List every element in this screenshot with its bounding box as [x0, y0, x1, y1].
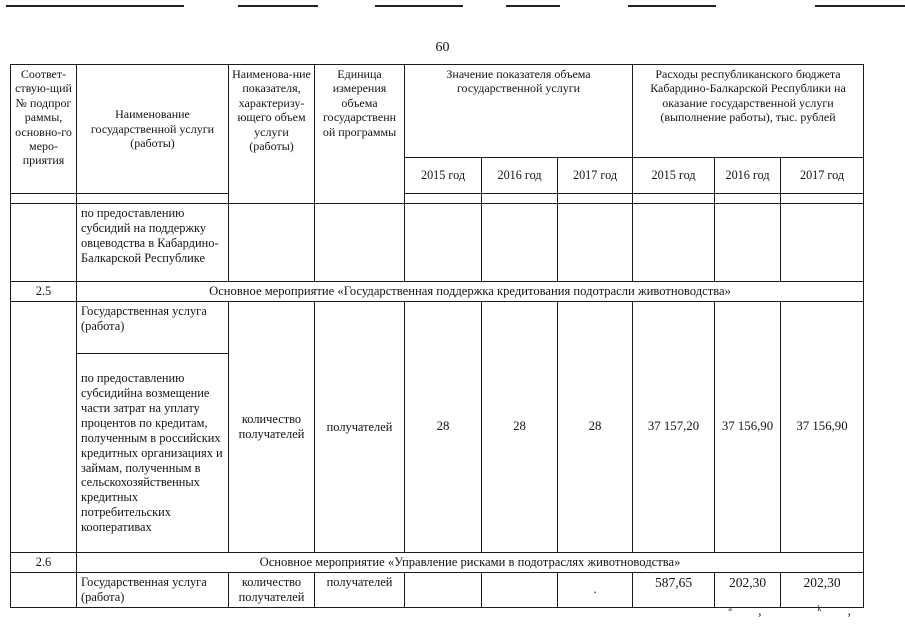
value-2016: 28 [482, 302, 558, 553]
header-row-spacer [11, 194, 864, 204]
page-number: 60 [435, 40, 450, 55]
value-2017: . [558, 573, 633, 608]
header-code: Соответ-ствую-щий № подпрог раммы, основно-го меро-приятия [11, 65, 77, 194]
top-cut-lines [0, 0, 905, 10]
unit-name: получателей [315, 573, 405, 608]
expense-2016: 202,30 [715, 573, 781, 608]
expense-2017: 37 156,90 [781, 302, 864, 553]
year-expense-2015: 2015 год [633, 158, 715, 194]
continuation-text: по предоставлению субсидий на поддержку овцеводства в Кабардино-Балкарской Республике [77, 204, 229, 282]
value-2016 [482, 573, 558, 608]
service-label: Государственная услуга (работа) [77, 573, 229, 608]
year-expense-2017: 2017 год [781, 158, 864, 194]
indicator-name: количество получателей [229, 573, 315, 608]
header-row-1 [11, 65, 864, 158]
measure-title: Основное мероприятие «Управление рисками в подотраслях животноводства» [77, 553, 864, 573]
expense-2017: 202,30 [781, 573, 864, 608]
measure-code: 2.6 [11, 553, 77, 573]
header-indicator-name: Наименова-ние показателя, характеризу-ющего объем услуги (работы) [229, 65, 315, 204]
unit-name: получателей [315, 302, 405, 553]
measure-row [11, 553, 864, 573]
expense-2016: 37 156,90 [715, 302, 781, 553]
year-expense-2016: 2016 год [715, 158, 781, 194]
header-indicator-value: Значение показателя объема государственной услуги [405, 65, 633, 158]
header-expenses: Расходы республиканского бюджета Кабардино-Балкарской Республики на оказание государственной услуги (выполнение работы), тыс. рублей [633, 65, 864, 158]
header-service-name: Наименование государственной услуги (работы) [77, 65, 229, 194]
value-2015 [405, 573, 482, 608]
header-unit: Единица измерения объема государственн ой программы [315, 65, 405, 204]
indicator-name: количество получателей [229, 302, 315, 553]
table-row [11, 204, 864, 282]
year-value-2015: 2015 год [405, 158, 482, 194]
year-value-2016: 2016 год [482, 158, 558, 194]
table-row [11, 573, 864, 608]
measure-title: Основное мероприятие «Государственная поддержка кредитования подотрасли животноводства» [77, 282, 864, 302]
value-2015: 28 [405, 302, 482, 553]
measure-code: 2.5 [11, 282, 77, 302]
table-row [11, 302, 864, 354]
service-description: по предоставлению субсидийна возмещение части затрат на уплату процентов по кредитам, полученным в российских кредитных организациях и займам, полученным в сельскохозяйственных кредитных потребительских кооперативах [77, 354, 229, 553]
service-label: Государственная услуга (работа) [77, 302, 229, 354]
services-table [10, 64, 864, 608]
footer-marks: ᵃ, ᵏ, [728, 604, 877, 619]
measure-row [11, 282, 864, 302]
expense-2015: 587,65 [633, 573, 715, 608]
expense-2015: 37 157,20 [633, 302, 715, 553]
value-2017: 28 [558, 302, 633, 553]
year-value-2017: 2017 год [558, 158, 633, 194]
